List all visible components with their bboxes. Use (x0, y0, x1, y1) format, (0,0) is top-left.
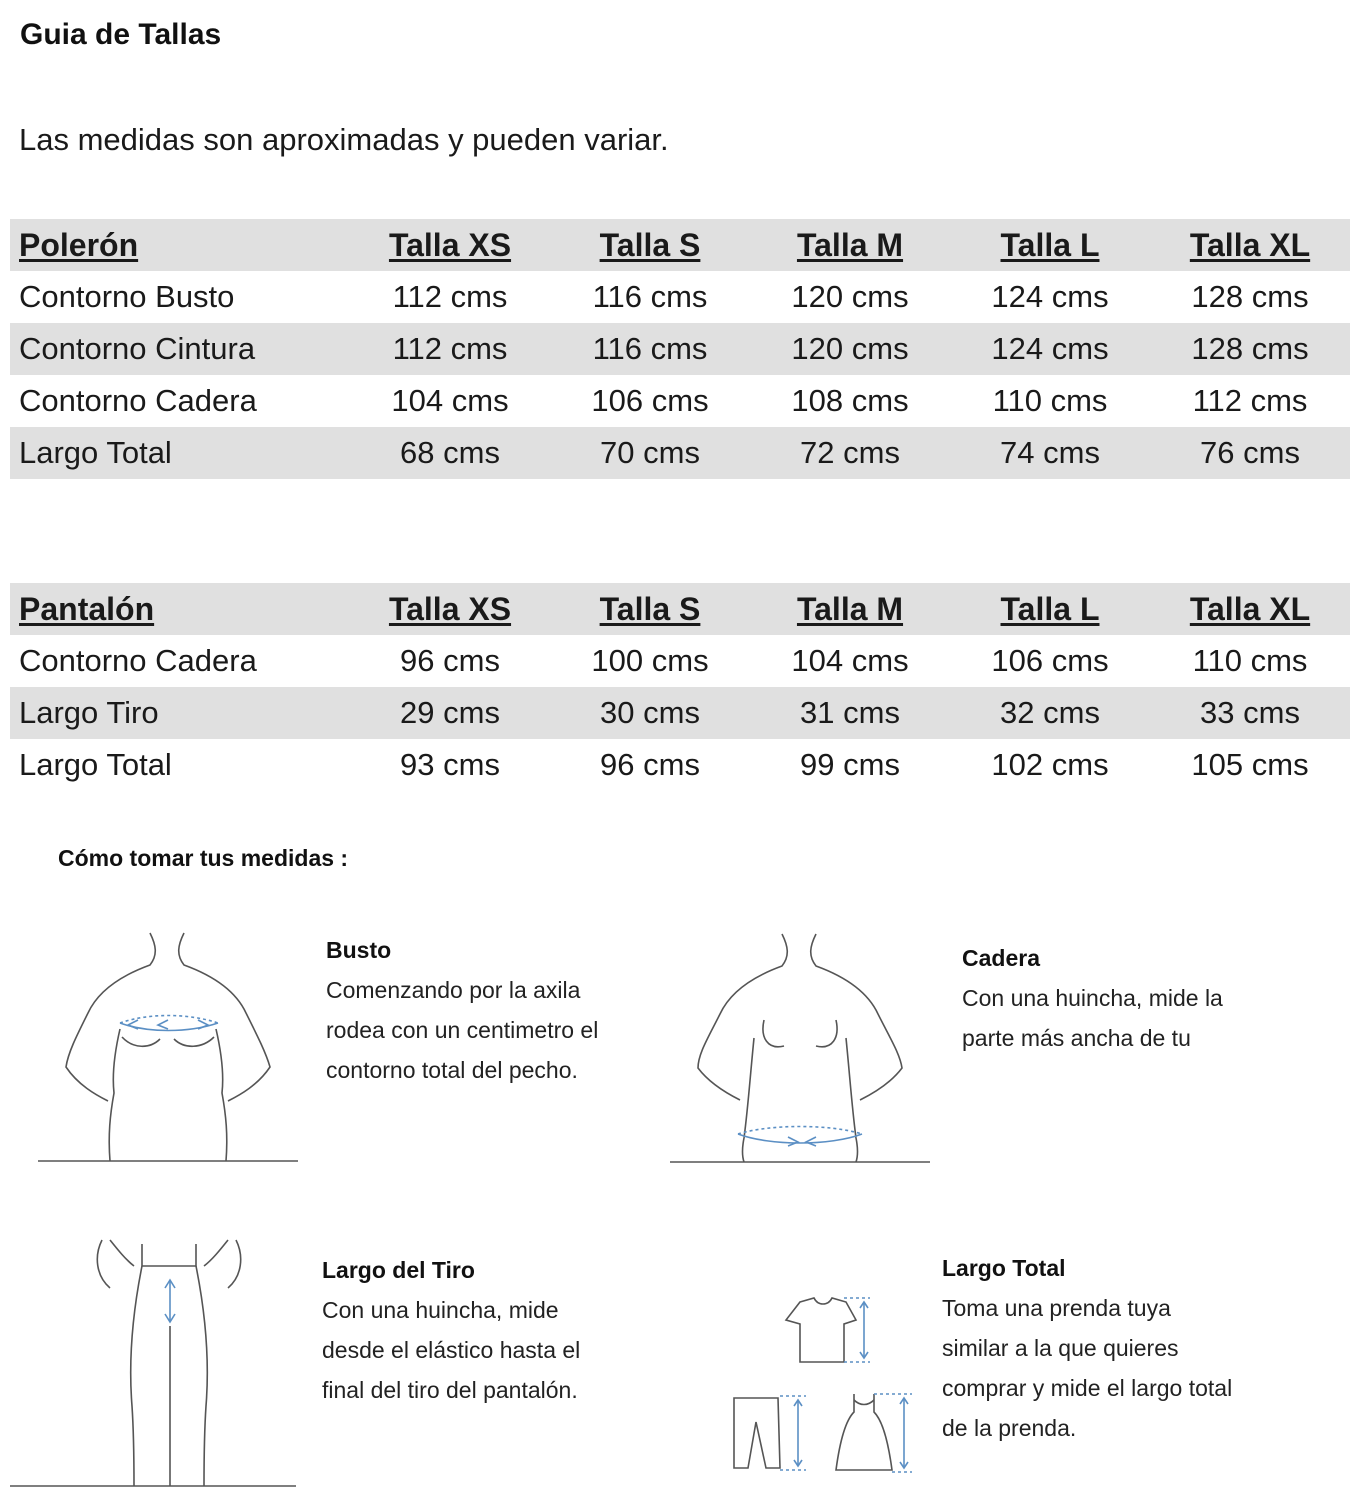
bust-figure-icon (38, 925, 300, 1165)
table-cell: 72 cms (800, 435, 900, 470)
header-cell: Talla S (599, 226, 701, 263)
table-cell: 70 cms (600, 435, 700, 470)
row-label: Contorno Cadera (19, 383, 257, 418)
table-row (10, 271, 1350, 323)
table-cell: 33 cms (1200, 695, 1300, 730)
table-cell: 108 cms (791, 383, 909, 418)
table-cell: 124 cms (991, 331, 1109, 366)
header-cell: Talla M (796, 226, 904, 263)
table-cell: 96 cms (400, 643, 500, 678)
row-label: Contorno Cadera (19, 643, 257, 678)
table-cell: 105 cms (1191, 747, 1309, 782)
header-cell: Talla XS (388, 226, 512, 263)
table-cell: 112 cms (392, 331, 508, 366)
table-row (10, 635, 1350, 687)
table-cell: 120 cms (791, 331, 909, 366)
tiro-line: final del tiro del pantalón. (322, 1377, 578, 1403)
table-cell: 74 cms (1000, 435, 1100, 470)
table-cell: 76 cms (1200, 435, 1300, 470)
table-cell: 100 cms (591, 643, 709, 678)
header-cell: Talla XS (388, 590, 512, 627)
tiro-heading: Largo del Tiro (322, 1257, 475, 1283)
cadera-line: parte más ancha de tu (962, 1025, 1191, 1051)
table-row (10, 739, 1350, 791)
how-to-measure-title: Cómo tomar tus medidas : (58, 845, 349, 871)
header-cell: Talla XL (1189, 590, 1311, 627)
table-cell: 102 cms (991, 747, 1109, 782)
table-cell: 124 cms (991, 279, 1109, 314)
header-cell: Talla M (796, 590, 904, 627)
table-cell: 106 cms (991, 643, 1109, 678)
table-cell: 116 cms (592, 331, 708, 366)
legs-figure-icon (10, 1236, 300, 1492)
table-cell: 104 cms (791, 643, 909, 678)
table-cell: 99 cms (800, 747, 900, 782)
table-cell: 68 cms (400, 435, 500, 470)
table-row (10, 687, 1350, 739)
header-cell: Talla L (1000, 226, 1100, 263)
tiro-line: Con una huincha, mide (322, 1297, 559, 1323)
table-row (10, 323, 1350, 375)
page-title: Guia de Tallas (20, 18, 222, 51)
tiro-line: desde el elástico hasta el (322, 1337, 581, 1363)
table-cell: 116 cms (592, 279, 708, 314)
table-cell: 120 cms (791, 279, 909, 314)
table-cell: 104 cms (391, 383, 509, 418)
cadera-line: Con una huincha, mide la (962, 985, 1223, 1011)
row-label: Largo Total (19, 747, 172, 782)
cadera-instructions (962, 938, 1223, 1058)
header-cell: Talla L (1000, 590, 1100, 627)
poleron-size-table (10, 219, 1350, 479)
header-cell: Pantalón (19, 590, 155, 627)
busto-instructions (326, 930, 598, 1090)
total-line: comprar y mide el largo total (942, 1375, 1233, 1401)
busto-line: contorno total del pecho. (326, 1057, 578, 1083)
tshirt-icon (780, 1296, 880, 1370)
table-cell: 110 cms (992, 383, 1108, 418)
busto-heading: Busto (326, 937, 392, 963)
table-header-row (10, 219, 1350, 271)
cadera-heading: Cadera (962, 945, 1040, 971)
table-cell: 32 cms (1000, 695, 1100, 730)
table-cell: 31 cms (800, 695, 900, 730)
table-row (10, 375, 1350, 427)
table-cell: 106 cms (591, 383, 709, 418)
row-label: Largo Total (19, 435, 172, 470)
header-cell: Talla S (599, 590, 701, 627)
total-line: Toma una prenda tuya (942, 1295, 1171, 1321)
pantalon-size-table (10, 583, 1350, 791)
pants-icon (726, 1392, 816, 1474)
hip-figure-icon (670, 928, 932, 1168)
row-label: Largo Tiro (19, 695, 159, 730)
row-label: Contorno Busto (19, 279, 235, 314)
table-cell: 112 cms (392, 279, 508, 314)
busto-line: rodea con un centimetro el (326, 1017, 599, 1043)
table-cell: 29 cms (400, 695, 500, 730)
table-header-row (10, 583, 1350, 635)
table-cell: 128 cms (1191, 279, 1309, 314)
total-heading: Largo Total (942, 1255, 1066, 1281)
table-row (10, 427, 1350, 479)
header-cell: Talla XL (1189, 226, 1311, 263)
page-subtitle: Las medidas son aproximadas y pueden variar. (19, 122, 669, 157)
total-line: de la prenda. (942, 1415, 1077, 1441)
table-cell: 93 cms (400, 747, 500, 782)
table-cell: 110 cms (1192, 643, 1308, 678)
row-label: Contorno Cintura (19, 331, 256, 366)
dress-icon (830, 1390, 920, 1476)
table-cell: 128 cms (1191, 331, 1309, 366)
table-cell: 112 cms (1192, 383, 1308, 418)
header-cell: Polerón (19, 226, 139, 263)
total-instructions (942, 1248, 1232, 1448)
table-cell: 96 cms (600, 747, 700, 782)
tiro-instructions (322, 1250, 580, 1410)
table-cell: 30 cms (600, 695, 700, 730)
total-line: similar a la que quieres (942, 1335, 1179, 1361)
busto-line: Comenzando por la axila (326, 977, 581, 1003)
